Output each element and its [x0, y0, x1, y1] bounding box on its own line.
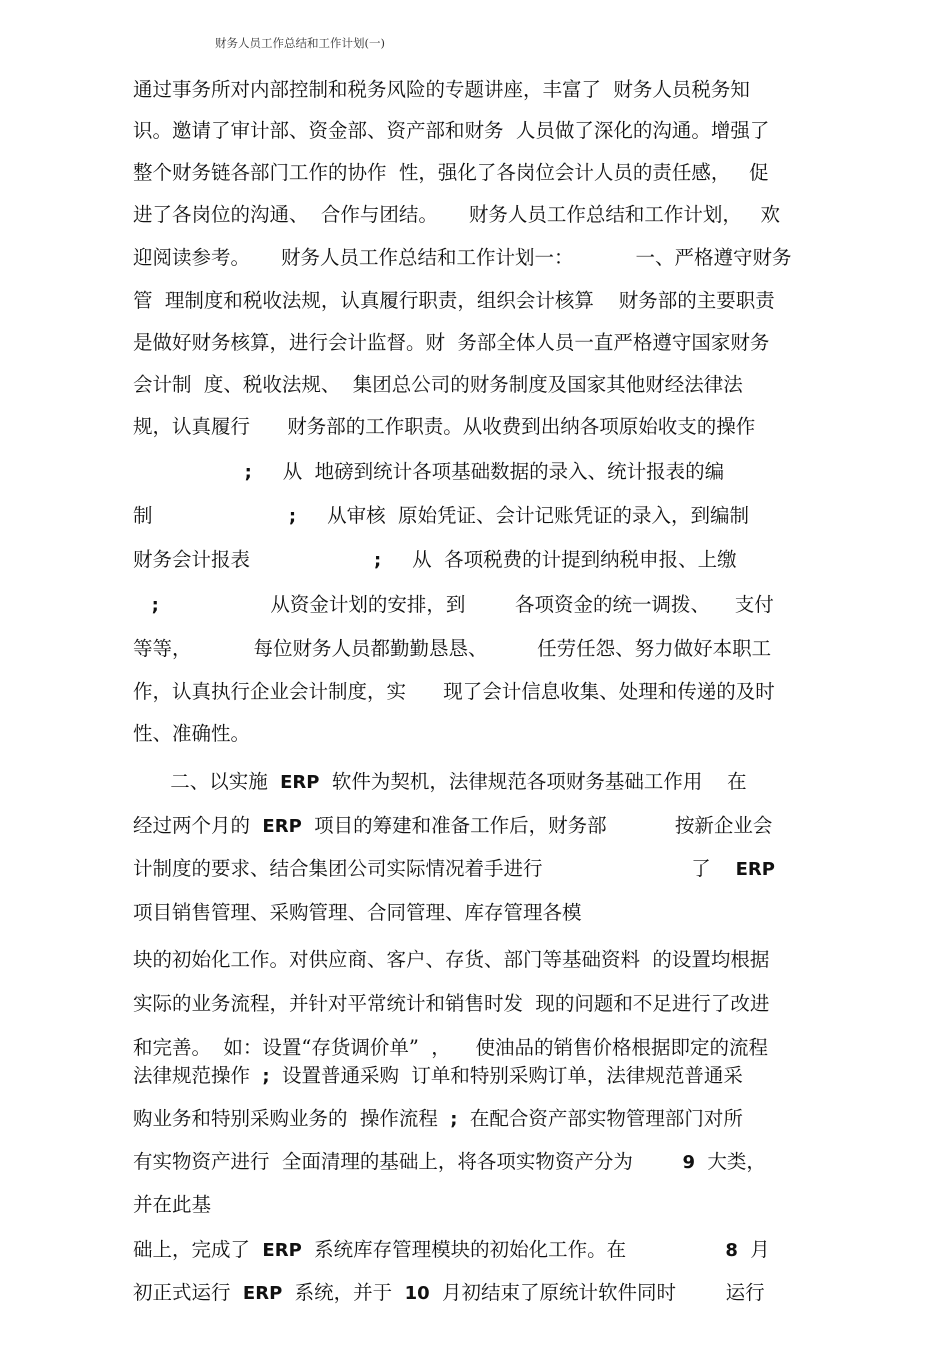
text-line: 性、准确性。	[133, 722, 251, 745]
text-line: 识。邀请了审计部、资金部、资产部和财务 人员做了深化的沟通。增强了	[133, 119, 770, 142]
text-line: 财务会计报表 ; 从 各项税费的计提到纳税申报、上缴	[133, 548, 737, 571]
text-line: 二、以实施 ERP 软件为契机，法律规范各项财务基础工作用 在	[133, 770, 747, 793]
text-line: 整个财务链各部门工作的协作 性，强化了各岗位会计人员的责任感， 促	[133, 161, 769, 184]
text-line: ; 从资金计划的安排，到 各项资金的统一调拨、 支付	[151, 593, 774, 616]
text-line: 有实物资产进行 全面清理的基础上，将各项实物资产分为 9 大类，	[133, 1150, 766, 1173]
text-line: 制 ; 从审核 原始凭证、会计记账凭证的录入，到编制	[133, 504, 749, 527]
text-line: 是做好财务核算，进行会计监督。财 务部全体人员一直严格遵守国家财务	[133, 331, 770, 354]
text-line: 项目销售管理、采购管理、合同管理、库存管理各模	[133, 901, 582, 924]
text-line: 规，认真履行 财务部的工作职责。从收费到出纳各项原始收支的操作	[133, 415, 756, 438]
text-line: 计制度的要求、结合集团公司实际情况着手进行 了 ERP	[133, 857, 775, 880]
text-line: 初正式运行 ERP 系统，并于 10 月初结束了原统计软件同时 运行	[133, 1281, 765, 1304]
text-line: 实际的业务流程，并针对平常统计和销售时发 现的问题和不足进行了改进	[133, 992, 770, 1015]
text-line: 和完善。 如：设置“存货调价单” ， 使油品的销售价格根据即定的流程	[133, 1036, 769, 1059]
text-line: 管 理制度和税收法规，认真履行职责，组织会计核算 财务部的主要职责	[133, 289, 775, 312]
text-line: 经过两个月的 ERP 项目的筹建和准备工作后，财务部 按新企业会	[133, 814, 773, 837]
text-line: 购业务和特别采购业务的 操作流程 ; 在配合资产部实物管理部门对所	[133, 1107, 743, 1130]
page-header: 财务人员工作总结和工作计划(一)	[215, 36, 385, 50]
text-line: ; 从 地磅到统计各项基础数据的录入、统计报表的编	[244, 460, 725, 483]
text-line: 础上，完成了 ERP 系统库存管理模块的初始化工作。在 8 月	[133, 1238, 770, 1261]
text-line: 会计制 度、税收法规、 集团总公司的财务制度及国家其他财经法律法	[133, 373, 743, 396]
text-line: 迎阅读参考。 财务人员工作总结和工作计划一： 一、严格遵守财务	[133, 246, 792, 269]
text-line: 通过事务所对内部控制和税务风险的专题讲座，丰富了 财务人员税务知	[133, 78, 750, 101]
text-line: 并在此基	[133, 1193, 212, 1216]
text-line: 块的初始化工作。对供应商、客户、存货、部门等基础资料 的设置均根据	[133, 948, 770, 971]
text-line: 法律规范操作 ; 设置普通采购 订单和特别采购订单，法律规范普通采	[133, 1064, 743, 1087]
text-line: 进了各岗位的沟通、 合作与团结。 财务人员工作总结和工作计划， 欢	[133, 203, 780, 226]
text-line: 作，认真执行企业会计制度，实 现了会计信息收集、处理和传递的及时	[133, 680, 775, 703]
text-line: 等等， 每位财务人员都勤勤恳恳、 任劳任怨、努力做好本职工	[133, 637, 772, 660]
